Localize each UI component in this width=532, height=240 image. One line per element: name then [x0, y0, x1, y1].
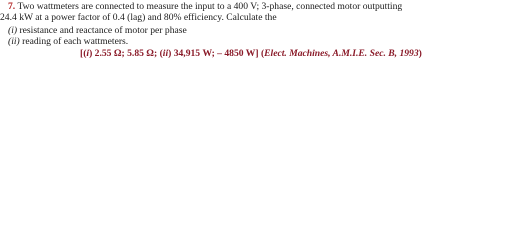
answer-line [0, 48, 532, 59]
problem-line-1 [0, 1, 532, 12]
answer-values-2: ) 34,915 W; – 4850 W] ( [168, 48, 265, 59]
problem-7 [0, 1, 532, 59]
answer-values-1: ) 2.55 Ω; 5.85 Ω; ( [89, 48, 163, 59]
answer-open: [( [80, 48, 87, 59]
answer-marker-ii: ii [162, 48, 169, 59]
problem-text-1: Two wattmeters are connected to measure the input to a 400 V; 3-phase, connected motor outputting [17, 1, 403, 12]
problem-number: 7. [8, 1, 16, 12]
sub-question-text: reading of each wattmeters. [22, 36, 129, 47]
sub-question-text: resistance and reactance of motor per phase [19, 25, 187, 36]
answer-close: ) [418, 48, 422, 59]
sub-question-ii [0, 36, 532, 47]
problem-text-2: 24.4 kW at a power factor of 0.4 (lag) and 80% efficiency. Calculate the [0, 12, 277, 23]
sub-question-marker: (ii) [8, 36, 20, 47]
sub-question-i [0, 25, 532, 36]
sub-question-marker: (i) [8, 25, 18, 36]
problem-line-2 [0, 12, 532, 23]
answer-marker-i: i [86, 48, 90, 59]
answer-source: Elect. Machines, A.M.I.E. Sec. B, 1993 [264, 48, 419, 59]
